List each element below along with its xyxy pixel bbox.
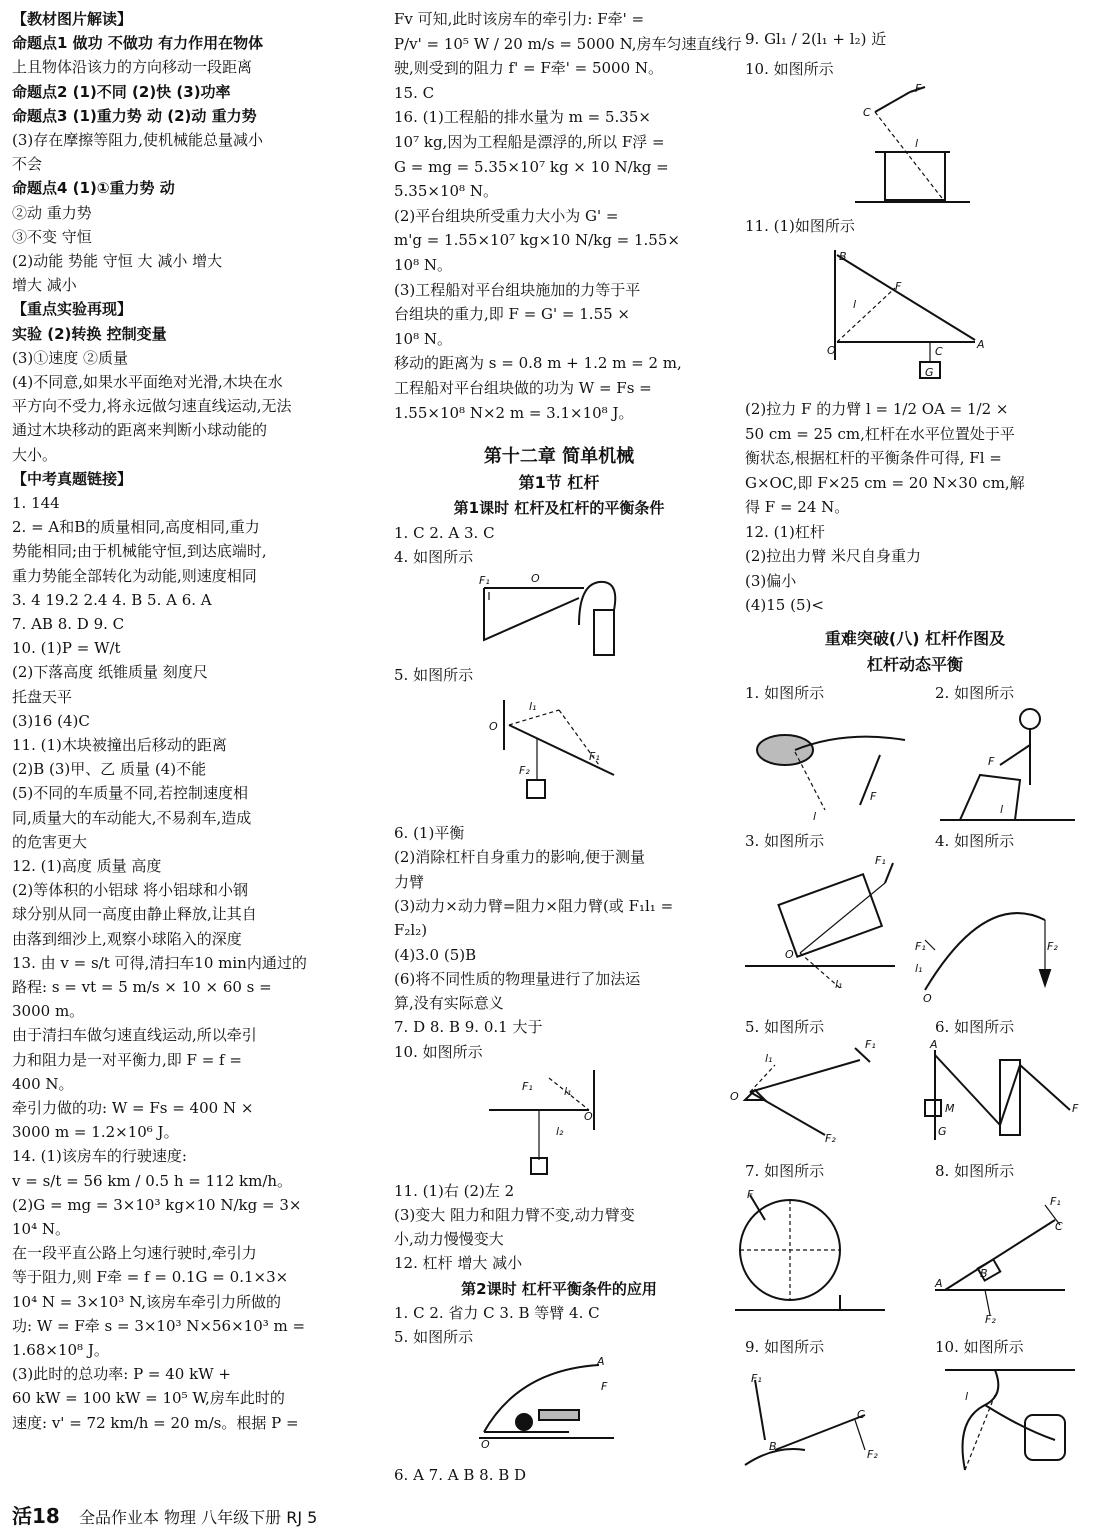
figure-hanger: [935, 1360, 1085, 1480]
svg-text:F₁: F₁: [751, 1372, 762, 1385]
right-col-line: (2)拉出力臂 米尺自身重力: [745, 547, 922, 565]
left-col-line: 10. (1)P = W/t: [12, 639, 121, 658]
svg-text:A: A: [597, 1355, 605, 1368]
svg-text:G: G: [938, 1125, 947, 1138]
left-col-line: 10⁴ N。: [12, 1220, 70, 1238]
figure-box-lift: [745, 854, 910, 998]
figure-handle: [755, 710, 905, 825]
left-col-line: 【重点实验再现】: [12, 300, 133, 319]
left-col-line: 60 kW = 100 kW = 10⁵ W,房车此时的: [12, 1389, 285, 1408]
mid-col-line: 6. (1)平衡: [394, 824, 465, 842]
svg-text:l₁: l₁: [765, 1052, 773, 1065]
mid-col-line: 1. C 2. 省力 C 3. B 等臂 4. C: [394, 1304, 600, 1322]
left-col-line: (5)不同的车质量不同,若控制速度相: [12, 784, 249, 803]
mid-col-line: (4)3.0 (5)B: [394, 945, 477, 964]
mid-col-line: F₂l₂): [394, 921, 428, 940]
fig-2-label: 2. 如图所示: [935, 684, 1015, 702]
left-col-line: 重力势能全部转化为动能,则速度相同: [12, 566, 257, 585]
right-col-line: (3)偏小: [745, 571, 797, 590]
right-col-line: 50 cm = 25 cm,杠杆在水平位置处于平: [745, 424, 1015, 443]
figure-lever-a-om: [920, 1040, 1085, 1150]
figure-lever-abc: [935, 1195, 1075, 1325]
mid-col-line: Fv 可知,此时该房车的牵引力: F牵' =: [394, 10, 645, 28]
figure-fishing-rod: [915, 880, 1065, 1005]
left-col-line: (3)存在摩擦等阻力,使机械能总量减小: [12, 131, 264, 149]
right-col-line: 衡状态,根据杠杆的平衡条件可得, Fl =: [745, 449, 1002, 467]
mid-col-line: 12. 杠杆 增大 减小: [394, 1254, 523, 1272]
left-col-line: (3)此时的总功率: P = 40 kW +: [12, 1365, 231, 1384]
left-col-line: 10⁴ N = 3×10³ N,该房车牵引力所做的: [12, 1292, 282, 1311]
right-col-line: (4)15 (5)<: [745, 596, 824, 614]
mid-col-line: 10⁷ kg,因为工程船是漂浮的,所以 F浮 =: [394, 133, 665, 151]
page-number: 活18: [12, 1504, 60, 1528]
figure-wheel: [735, 1190, 890, 1320]
left-col-line: 通过木块移动的距离来判断小球动能的: [12, 421, 268, 440]
fig-4-label: 4. 如图所示: [935, 832, 1015, 850]
page-footer: [12, 1500, 317, 1529]
mid-col-line: 5.35×10⁸ N。: [394, 182, 498, 201]
right-col-line: 12. (1)杠杆: [745, 522, 825, 541]
svg-text:F₂: F₂: [519, 764, 530, 777]
book-info: 全品作业本 物理 八年级下册 RJ 5: [78, 1508, 318, 1527]
fig-1-label: 1. 如图所示: [745, 684, 825, 702]
svg-text:C: C: [857, 1408, 865, 1421]
mid-col-line: 4. 如图所示: [394, 548, 474, 566]
left-col-line: 增大 减小: [12, 276, 77, 295]
left-col-line: 球分别从同一高度由静止释放,让其自: [12, 905, 257, 924]
left-col-line: 7. AB 8. D 9. C: [12, 615, 125, 633]
breakthrough-heading-1: 重难突破(八) 杠杆作图及: [824, 629, 1006, 648]
svg-text:F₁: F₁: [915, 940, 926, 953]
figure-lever-5: [489, 690, 629, 820]
left-col-line: (2)B (3)甲、乙 质量 (4)不能: [12, 760, 207, 779]
left-col-line: (2)G = mg = 3×10³ kg×10 N/kg = 3×: [12, 1195, 302, 1214]
lesson-title-2: 第2课时 杠杆平衡条件的应用: [461, 1280, 657, 1298]
fig-10-label: 10. 如图所示: [935, 1338, 1024, 1356]
answer-9: 9. Gl₁ / 2(l₁ + l₂) 近: [745, 30, 887, 48]
mid-col-line: G = mg = 5.35×10⁷ kg × 10 N/kg =: [394, 157, 669, 176]
left-col-line: 1.68×10⁸ J。: [12, 1341, 109, 1359]
left-col-line: 3000 m。: [12, 1002, 85, 1021]
chapter-title: 第十二章 简单机械: [483, 446, 635, 467]
svg-text:F₂: F₂: [985, 1313, 996, 1326]
figure-lever-10: [484, 1070, 604, 1180]
left-col-line: 由于清扫车做匀速直线运动,所以牵引: [12, 1026, 257, 1045]
answer-11: 11. (1)如图所示: [745, 217, 855, 235]
mid-col-line: 10. 如图所示: [394, 1042, 483, 1061]
svg-text:F: F: [915, 82, 922, 95]
left-col-line: 3000 m = 1.2×10⁶ J。: [12, 1123, 179, 1142]
left-col-line: 实验 (2)转换 控制变量: [12, 324, 167, 343]
left-col-line: 速度: v' = 72 km/h = 20 m/s。根据 P =: [12, 1413, 299, 1432]
left-col-line: 2. = A和B的质量相同,高度相同,重力: [12, 518, 260, 537]
left-col-line: 命题点1 做功 不做功 有力作用在物体: [12, 34, 264, 53]
mid-col-line: 10⁸ N。: [394, 256, 452, 274]
mid-col-line: 1. C 2. A 3. C: [394, 524, 495, 542]
left-col-line: 在一段平直公路上匀速行驶时,牵引力: [12, 1244, 257, 1263]
mid-col-line: P/v' = 10⁵ W / 20 m/s = 5000 N,房车匀速直线行: [394, 34, 742, 53]
mid-col-line: 7. D 8. B 9. 0.1 大于: [394, 1018, 543, 1037]
left-col-line: 的危害更大: [12, 832, 88, 851]
svg-text:F: F: [895, 280, 902, 293]
mid-col-line: (6)将不同性质的物理量进行了加法运: [394, 969, 641, 988]
svg-text:A: A: [977, 338, 985, 351]
left-col-line: 命题点4 (1)①重力势 动: [12, 179, 175, 198]
lesson-title-1: 第1课时 杠杆及杠杆的平衡条件: [453, 499, 665, 517]
left-col-line: 【中考真题链接】: [12, 469, 133, 488]
left-col-line: 14. (1)该房车的行驶速度:: [12, 1147, 187, 1166]
left-col-line: 命题点2 (1)不同 (2)快 (3)功率: [12, 82, 231, 101]
svg-text:l: l: [965, 1390, 969, 1403]
left-col-line: 3. 4 19.2 2.4 4. B 5. A 6. A: [12, 590, 212, 609]
left-col-line: 同,质量大的车动能大,不易刹车,造成: [12, 808, 252, 827]
svg-text:F: F: [1072, 1102, 1079, 1115]
svg-text:F: F: [601, 1380, 608, 1393]
figure-lever-tap: [479, 570, 619, 660]
mid-col-line: 16. (1)工程船的排水量为 m = 5.35×: [394, 108, 651, 127]
fig-6-label: 6. 如图所示: [935, 1018, 1015, 1036]
left-col-line: 势能相同;由于机械能守恒,到达底端时,: [12, 542, 267, 561]
svg-text:l₂: l₂: [556, 1125, 564, 1138]
svg-text:O: O: [584, 1110, 593, 1123]
left-col-line: 大小。: [12, 445, 58, 464]
fig-8-label: 8. 如图所示: [935, 1162, 1015, 1180]
figure-lever-c: [855, 82, 975, 207]
svg-text:F: F: [988, 755, 995, 768]
mid-col-line: 15. C: [394, 83, 435, 102]
breakthrough-heading-2: 杠杆动态平衡: [866, 655, 963, 674]
left-col-line: 11. (1)木块被撞出后移动的距离: [12, 736, 227, 754]
svg-text:l: l: [813, 810, 817, 823]
mid-col-line: (3)动力×动力臂=阻力×阻力臂(或 F₁l₁ =: [394, 896, 674, 915]
left-col-line: v = s/t = 56 km / 0.5 h = 112 km/h。: [12, 1171, 293, 1190]
mid-col-line: 算,没有实际意义: [394, 994, 504, 1013]
left-col-line: (2)下落高度 纸锥质量 刻度尺: [12, 663, 208, 682]
section-title: 第1节 杠杆: [518, 473, 600, 492]
svg-text:F: F: [870, 790, 877, 803]
svg-text:O: O: [481, 1438, 490, 1451]
mid-col-line: 力臂: [394, 872, 425, 891]
right-col-line: G×OC,即 F×25 cm = 20 N×30 cm,解: [745, 473, 1025, 492]
svg-text:O: O: [785, 948, 794, 961]
answers-last: 6. A 7. A B 8. B D: [394, 1466, 527, 1484]
svg-text:O: O: [827, 344, 836, 357]
svg-text:B: B: [980, 1267, 988, 1280]
left-col-line: 路程: s = vt = 5 m/s × 10 × 60 s =: [12, 978, 272, 996]
svg-text:F₁: F₁: [875, 854, 886, 867]
fig-5-label: 5. 如图所示: [394, 666, 474, 684]
left-col-line: ③不变 守恒: [12, 227, 92, 246]
left-col-line: (2)动能 势能 守恒 大 减小 增大: [12, 252, 223, 270]
answer-10: 10. 如图所示: [745, 60, 834, 78]
svg-text:F: F: [747, 1188, 754, 1201]
left-col-line: 功: W = F牵 s = 3×10³ N×56×10³ m =: [12, 1316, 306, 1335]
mid-col-line: (3)工程船对平台组块施加的力等于平: [394, 280, 641, 299]
svg-text:F₂: F₂: [825, 1132, 836, 1145]
figure-lever-oa: [825, 250, 985, 385]
svg-text:l₁: l₁: [915, 962, 923, 975]
svg-text:l₁: l₁: [835, 978, 843, 991]
svg-text:C: C: [935, 345, 943, 358]
fig-3-label: 3. 如图所示: [745, 832, 825, 850]
svg-text:l₁: l₁: [564, 1085, 572, 1098]
left-col-line: 上且物体沿该力的方向移动一段距离: [12, 58, 253, 77]
left-col-line: ②动 重力势: [12, 203, 92, 222]
svg-text:F₁: F₁: [522, 1080, 533, 1093]
left-col-line: 不会: [12, 155, 43, 174]
left-col-line: (4)不同意,如果水平面绝对光滑,木块在水: [12, 373, 283, 391]
mid-col-line: 10⁸ N。: [394, 329, 452, 348]
fig-5-label-right: 5. 如图所示: [745, 1018, 825, 1036]
left-col-line: 等于阻力,则 F牵 = f = 0.1G = 0.1×3×: [12, 1268, 289, 1287]
svg-text:l: l: [915, 137, 919, 150]
mid-col-line: (3)变大 阻力和阻力臂不变,动力臂变: [394, 1206, 635, 1224]
svg-text:A: A: [935, 1277, 943, 1290]
svg-text:B: B: [769, 1440, 777, 1453]
fig-9-label: 9. 如图所示: [745, 1338, 825, 1356]
left-col-line: 13. 由 v = s/t 可得,清扫车10 min内通过的: [12, 953, 307, 972]
mid-col-line: 移动的距离为 s = 0.8 m + 1.2 m = 2 m,: [394, 354, 682, 373]
left-col-line: (3)16 (4)C: [12, 711, 90, 730]
fig-7-label: 7. 如图所示: [745, 1162, 825, 1180]
figure-person: [940, 705, 1080, 825]
left-col-line: 12. (1)高度 质量 高度: [12, 857, 162, 875]
right-col-line: 得 F = 24 N。: [745, 498, 850, 516]
left-col-line: 托盘天平: [12, 687, 73, 706]
mid-col-line: m'g = 1.55×10⁷ kg×10 N/kg = 1.55×: [394, 231, 680, 250]
mid-col-line: 11. (1)右 (2)左 2: [394, 1182, 515, 1200]
mid-col-line: 台组块的重力,即 F = G' = 1.55 ×: [394, 305, 630, 324]
right-col-line: (2)拉力 F 的力臂 l = 1/2 OA = 1/2 ×: [745, 400, 1009, 418]
mid-col-line: (2)消除杠杆自身重力的影响,便于测量: [394, 848, 646, 867]
svg-text:l: l: [1000, 803, 1004, 816]
svg-text:F₁: F₁: [1050, 1195, 1061, 1208]
svg-text:O: O: [923, 992, 932, 1005]
svg-text:F₁: F₁: [865, 1038, 876, 1051]
mid-col-line: 驶,则受到的阻力 f' = F牵' = 5000 N。: [394, 59, 664, 78]
left-col-line: 平方向不受力,将永远做匀速直线运动,无法: [12, 397, 292, 416]
left-col-line: (2)等体积的小铝球 将小铝球和小钢: [12, 881, 249, 900]
svg-text:l₁: l₁: [529, 700, 537, 713]
svg-text:C: C: [1055, 1220, 1063, 1233]
svg-text:F₁: F₁: [589, 750, 600, 763]
svg-text:C: C: [863, 106, 871, 119]
left-col-line: 由落到细沙上,观察小球陷入的深度: [12, 929, 242, 948]
svg-text:O: O: [730, 1090, 739, 1103]
figure-lever-o-f1: [730, 1040, 890, 1150]
left-col-line: 命题点3 (1)重力势 动 (2)动 重力势: [12, 106, 257, 125]
mid-col-line: 1.55×10⁸ N×2 m = 3.1×10⁸ J。: [394, 403, 634, 422]
mid-col-line: (2)平台组块所受重力大小为 G' =: [394, 206, 619, 225]
svg-text:B: B: [839, 250, 847, 263]
figure-lever-b: [745, 1370, 885, 1480]
svg-text:O: O: [531, 572, 540, 585]
left-col-line: 力和阻力是一对平衡力,即 F = f =: [12, 1050, 242, 1069]
mid-col-line: 5. 如图所示: [394, 1328, 474, 1346]
svg-text:F₁: F₁: [479, 574, 490, 587]
svg-text:M: M: [945, 1102, 955, 1115]
left-col-line: (3)①速度 ②质量: [12, 348, 129, 367]
left-col-line: 牵引力做的功: W = Fs = 400 N ×: [12, 1099, 254, 1117]
svg-text:G: G: [925, 366, 934, 379]
svg-text:O: O: [489, 720, 498, 733]
left-col-line: 【教材图片解读】: [12, 10, 133, 28]
svg-text:F₂: F₂: [1047, 940, 1058, 953]
left-col-line: 400 N。: [12, 1074, 74, 1093]
svg-text:F₂: F₂: [867, 1448, 878, 1461]
left-col-line: 1. 144: [12, 494, 60, 512]
svg-text:l: l: [853, 298, 857, 311]
figure-lever-wheelbarrow: [479, 1350, 619, 1450]
mid-col-line: 小,动力慢慢变大: [394, 1230, 504, 1248]
svg-text:A: A: [930, 1038, 938, 1051]
mid-col-line: 工程船对平台组块做的功为 W = Fs =: [394, 379, 652, 397]
